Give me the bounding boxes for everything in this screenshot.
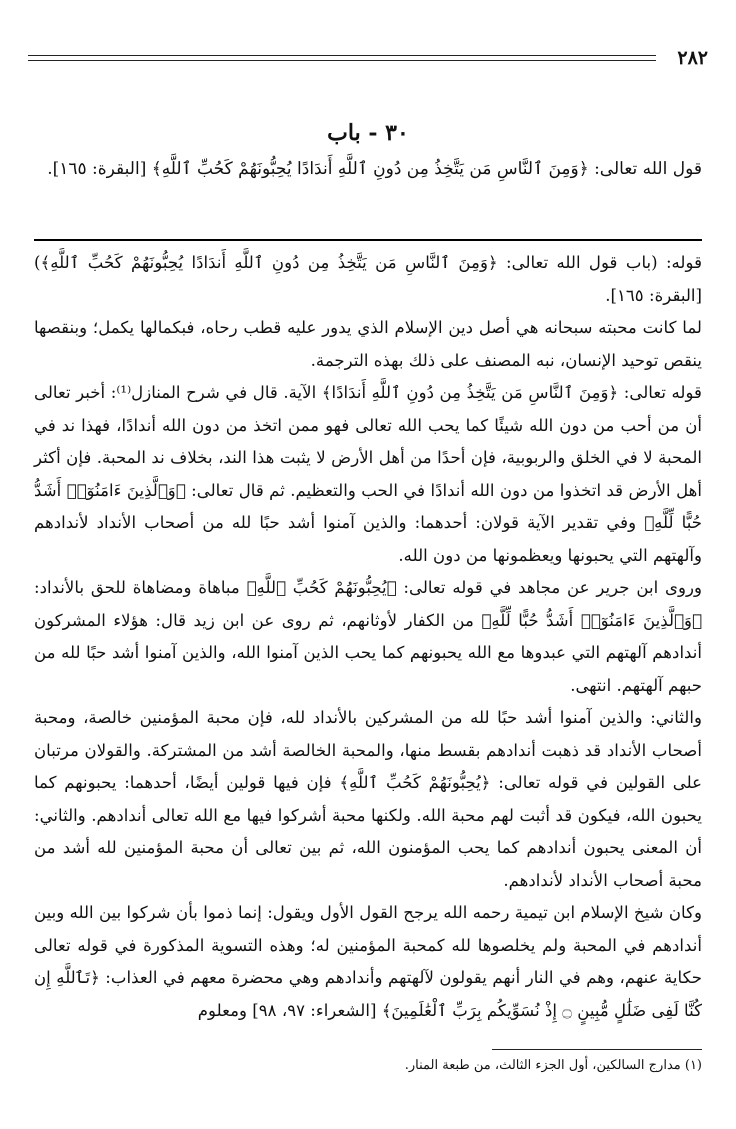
page-number: ٢٨٢ — [677, 47, 708, 69]
paragraph: والثاني: والذين آمنوا أشد حبًا لله من المشركين بالأنداد لله، فإن محبة المؤمنين خالصة، ومحبة أصحاب الأنداد قد ذهبت أندادهم بقسط منها، والمحبة الخالصة أشد من المشتركة. والقولان مرتبان على القولين في قوله تعالى: ﴿يُحِبُّونَهُمْ كَحُبِّ ٱللَّهِ﴾ فإن فيها قولين أيضًا، أحدهما: يحبونهم كما يحبون الله، فيكون قد أثبت لهم محبة الله. ولكنها محبة أشركوا فيها مع الله تعالى أندادهم. والثاني: أن المعنى يحبون أندادهم كما يحب المؤمنون الله، ثم بين تعالى أن محبة المؤمنين لله أشد من محبة أصحاب الأنداد لأندادهم. — [34, 708, 703, 890]
footnote-rule — [492, 1049, 702, 1050]
paragraph: وكان شيخ الإسلام ابن تيمية رحمه الله يرجح القول الأول ويقول: إنما ذموا بأن شركوا بين الله وبين أندادهم في المحبة ولم يخلصوها لله كمحبة المؤمنين له؛ وهذه التسوية المذكورة في قوله تعالى حكاية عنهم، وهم في النار أنهم يقولون لآلهتهم وأندادهم وهي محضرة معهم في العذاب: ﴿تَٱللَّهِ إِن كُنَّا لَفِى ضَلَٰلٍ مُّبِينٍ ۝ إِذْ نُسَوِّيكُم بِرَبِّ ٱلْعَٰلَمِينَ﴾ [الشعراء: ٩٧، ٩٨] ومعلوم — [34, 903, 702, 1020]
paragraph: لما كانت محبته سبحانه هي أصل دين الإسلام الذي يدور عليه قطب رحاه، فبكمالها يكمل؛ وبنقصها ينقص توحيد الإنسان، نبه المصنف على ذلك بهذه الترجمة. — [34, 318, 702, 370]
page-header — [28, 44, 708, 72]
footnote: (١) مدارج السالكين، أول الجزء الثالث، من طبعة المنار. — [404, 1058, 702, 1073]
chapter-intro: قول الله تعالى: ﴿وَمِنَ ٱلنَّاسِ مَن يَتَّخِذُ مِن دُونِ ٱللَّهِ أَندَادًا يُحِبُّونَهُمْ كَحُبِّ ٱللَّهِ﴾ [البقرة: ١٦٥]. — [47, 159, 702, 179]
paragraph: وروى ابن جرير عن مجاهد في قوله تعالى: ﴿يُحِبُّونَهُمْ كَحُبِّ ٱللَّهِ﴾ مباهاة ومضاهاة للحق بالأنداد: ﴿وَٱلَّذِينَ ءَامَنُوٓا۟ أَشَدُّ حُبًّا لِّلَّهِ﴾ من الكفار لأوثانهم، ثم روى عن ابن زيد قال: هؤلاء المشركون أندادهم آلهتهم التي عبدوها مع الله يحبونهم كما يحب الذين آمنوا الله، والذين آمنوا أشد حبًا لله من حبهم آلهتهم. انتهى. — [34, 578, 702, 695]
header-rule-top — [28, 55, 656, 56]
commentary-body — [34, 247, 702, 1027]
paragraph: قوله: (باب قول الله تعالى: ﴿وَمِنَ ٱلنَّاسِ مَن يَتَّخِذُ مِن دُونِ ٱللَّهِ أَندَادًا يُحِبُّونَهُمْ كَحُبِّ ٱللَّهِ﴾) [البقرة: ١٦٥]. — [34, 253, 702, 305]
section-divider — [34, 239, 702, 241]
chapter-title: ٣٠ - باب — [327, 120, 409, 146]
header-rule-bottom — [28, 60, 656, 61]
paragraph: قوله تعالى: ﴿وَمِنَ ٱلنَّاسِ مَن يَتَّخِذُ مِن دُونِ ٱللَّهِ أَندَادًا﴾ الآية. قال في شرح المنازل⁽¹⁾: أخبر تعالى أن من أحب من دون الله شيئًا كما يحب الله تعالى فهو ممن اتخذ من دون الله أندادًا، فهذا ند في المحبة لا في الخلق والربوبية، فإن أحدًا من أهل الأرض لا يثبت هذا الند، بخلاف ند المحبة. فإن أكثر أهل الأرض قد اتخذوا من دون الله أندادًا في الحب والتعظيم. ثم قال تعالى: ﴿وَٱلَّذِينَ ءَامَنُوٓا۟ أَشَدُّ حُبًّا لِّلَّهِ﴾ وفي تقدير الآية قولان: أحدهما: والذين آمنوا أشد حبًا لله من أصحاب الأنداد لأندادهم وآلهتهم التي يحبونها ويعظمونها من دون الله. — [34, 383, 702, 565]
